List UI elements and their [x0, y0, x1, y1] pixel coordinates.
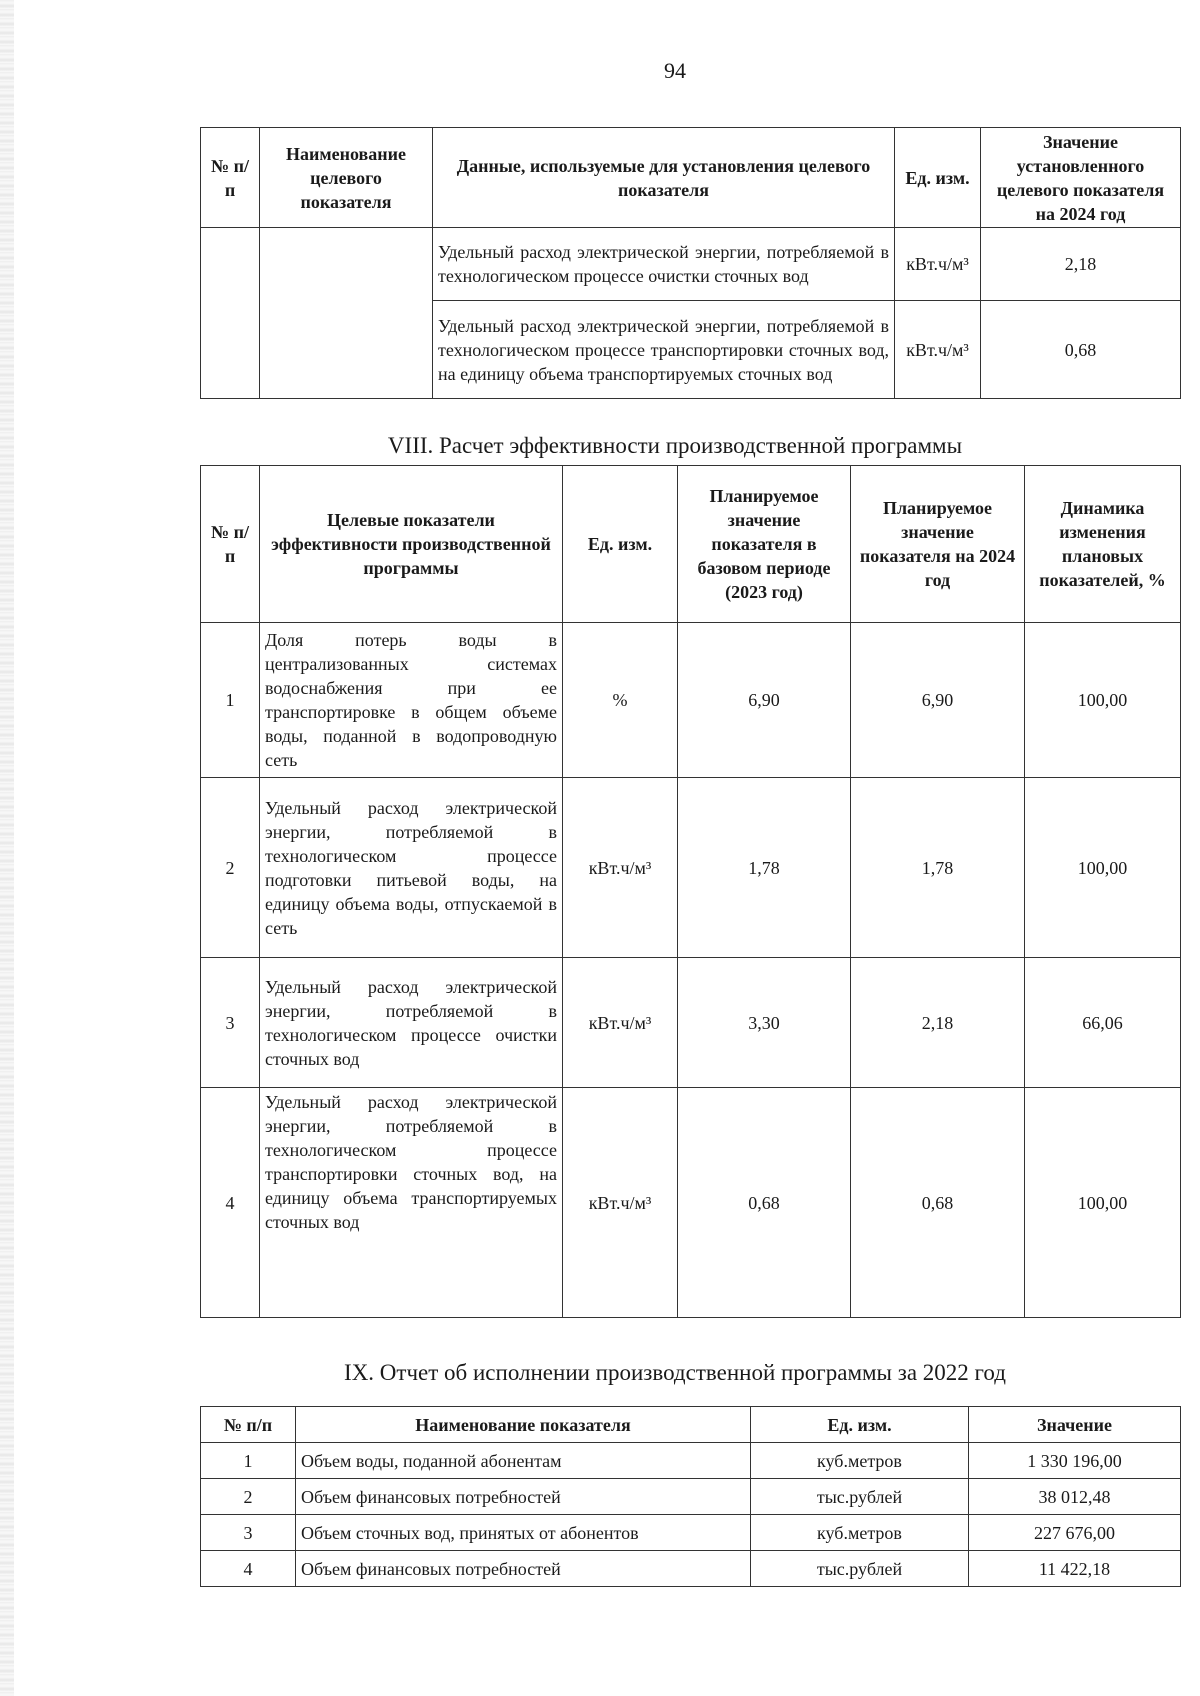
header-data: Данные, используемые для установления целевого показателя	[433, 128, 895, 228]
row-num: 1	[201, 623, 260, 778]
row-num: 4	[201, 1088, 260, 1318]
row-dynamics: 100,00	[1025, 1088, 1181, 1318]
table-header-row	[201, 466, 1181, 623]
row-name: Объем финансовых потребностей	[296, 1479, 751, 1515]
row-num: 3	[201, 1515, 296, 1551]
row-base: 3,30	[678, 958, 851, 1088]
header-indicator-name: Наименование целевого показателя	[260, 128, 433, 228]
row-name: Доля потерь воды в централизованных системах водоснабжения при ее транспортировке в общем объеме воды, поданной в водопроводную сеть	[260, 623, 563, 778]
row-name: Удельный расход электрической энергии, потребляемой в технологическом процессе подготовки питьевой воды, на единицу объема воды, отпускаемой в сеть	[260, 778, 563, 958]
row-base: 1,78	[678, 778, 851, 958]
header-dynamics: Динамика изменения плановых показателей, %	[1025, 466, 1181, 623]
row-plan: 6,90	[851, 623, 1025, 778]
row-unit: куб.метров	[751, 1515, 969, 1551]
row-name: Объем сточных вод, принятых от абонентов	[296, 1515, 751, 1551]
page-number: 94	[664, 58, 686, 83]
header-num: № п/п	[201, 128, 260, 228]
row-unit: кВт.ч/м³	[563, 778, 678, 958]
row-name: Объем финансовых потребностей	[296, 1551, 751, 1587]
row-unit: кВт.ч/м³	[563, 1088, 678, 1318]
table-row	[201, 1443, 1181, 1479]
table-row	[201, 623, 1181, 778]
header-plan-2024: Планируемое значение показателя на 2024 год	[851, 466, 1025, 623]
header-unit: Ед. изм.	[895, 128, 981, 228]
table-row	[201, 958, 1181, 1088]
row-value: 0,68	[981, 301, 1181, 399]
row-value: 1 330 196,00	[969, 1443, 1181, 1479]
row-base: 6,90	[678, 623, 851, 778]
row-unit: тыс.рублей	[751, 1479, 969, 1515]
table-row	[201, 778, 1181, 958]
table-header-row	[201, 128, 1181, 228]
row-unit: %	[563, 623, 678, 778]
row-value: 38 012,48	[969, 1479, 1181, 1515]
row-num	[201, 228, 260, 399]
header-num: № п/п	[201, 466, 260, 623]
header-unit: Ед. изм.	[751, 1407, 969, 1443]
row-data: Удельный расход электрической энергии, потребляемой в технологическом процессе транспортировки сточных вод, на единицу объема транспортируемых сточных вод	[433, 301, 895, 399]
row-plan: 1,78	[851, 778, 1025, 958]
row-value: 11 422,18	[969, 1551, 1181, 1587]
header-base-period: Планируемое значение показателя в базовом периоде (2023 год)	[678, 466, 851, 623]
target-indicators-table	[200, 127, 1181, 399]
table-row	[201, 1515, 1181, 1551]
row-num: 2	[201, 778, 260, 958]
row-unit: кВт.ч/м³	[563, 958, 678, 1088]
row-plan: 2,18	[851, 958, 1025, 1088]
row-plan: 0,68	[851, 1088, 1025, 1318]
table-row	[201, 1479, 1181, 1515]
section-8-title: VIII. Расчет эффективности производственной программы	[387, 433, 963, 458]
row-unit: кВт.ч/м³	[895, 228, 981, 301]
row-unit: тыс.рублей	[751, 1551, 969, 1587]
row-name	[260, 228, 433, 399]
row-dynamics: 66,06	[1025, 958, 1181, 1088]
row-name: Объем воды, поданной абонентам	[296, 1443, 751, 1479]
table-row	[201, 228, 1181, 301]
header-value-2024: Значение установленного целевого показателя на 2024 год	[981, 128, 1181, 228]
header-value: Значение	[969, 1407, 1181, 1443]
row-unit: куб.метров	[751, 1443, 969, 1479]
row-name: Удельный расход электрической энергии, потребляемой в технологическом процессе очистки сточных вод	[260, 958, 563, 1088]
header-indicators: Целевые показатели эффективности производственной программы	[260, 466, 563, 623]
table-row	[201, 1088, 1181, 1318]
row-num: 1	[201, 1443, 296, 1479]
table-header-row	[201, 1407, 1181, 1443]
row-num: 3	[201, 958, 260, 1088]
row-dynamics: 100,00	[1025, 623, 1181, 778]
section-9-title: IX. Отчет об исполнении производственной программы за 2022 год	[344, 1360, 1006, 1385]
header-unit: Ед. изм.	[563, 466, 678, 623]
scan-edge	[0, 0, 14, 1696]
row-value: 2,18	[981, 228, 1181, 301]
row-dynamics: 100,00	[1025, 778, 1181, 958]
row-data: Удельный расход электрической энергии, потребляемой в технологическом процессе очистки сточных вод	[433, 228, 895, 301]
row-value: 227 676,00	[969, 1515, 1181, 1551]
row-unit: кВт.ч/м³	[895, 301, 981, 399]
row-base: 0,68	[678, 1088, 851, 1318]
report-table	[200, 1406, 1181, 1587]
efficiency-table	[200, 465, 1181, 1318]
header-num: № п/п	[201, 1407, 296, 1443]
row-num: 2	[201, 1479, 296, 1515]
table-row	[201, 1551, 1181, 1587]
header-indicator-name: Наименование показателя	[296, 1407, 751, 1443]
row-name: Удельный расход электрической энергии, потребляемой в технологическом процессе транспортировки сточных вод, на единицу объема транспортируемых сточных вод	[260, 1088, 563, 1318]
row-num: 4	[201, 1551, 296, 1587]
